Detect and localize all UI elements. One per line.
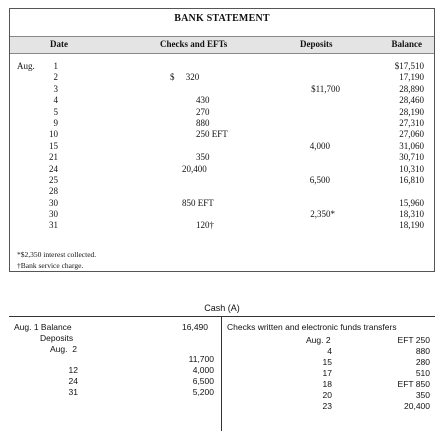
- credit-side-heading: Checks written and electronic funds transfers: [227, 322, 397, 332]
- payment-date: Aug. 2: [306, 335, 331, 345]
- deposit-amount: 11,700: [188, 354, 214, 364]
- day-cell: 15: [49, 140, 58, 151]
- day-cell: 5: [53, 106, 58, 117]
- table-row: [10, 72, 434, 83]
- table-row: [10, 164, 434, 175]
- header-deposits: Deposits: [300, 39, 333, 49]
- header-date: Date: [50, 39, 68, 49]
- deposit-amount: 6,500: [192, 376, 214, 386]
- checks-cell: 880: [196, 117, 210, 128]
- statement-title: BANK STATEMENT: [174, 13, 270, 24]
- table-row: [10, 175, 434, 186]
- balance-cell: 17,190: [399, 72, 424, 83]
- checks-cell: 20,400: [182, 163, 207, 174]
- day-cell: 28: [49, 186, 58, 197]
- table-row: [10, 107, 434, 118]
- table-row: [10, 141, 434, 152]
- balance-cell: 28,190: [399, 106, 424, 117]
- checks-cell: 120†: [196, 220, 214, 231]
- payment-amount: 20,400: [404, 401, 430, 411]
- deposit-date: 31: [68, 387, 78, 397]
- balance-cell: 10,310: [399, 163, 424, 174]
- table-row: [10, 198, 434, 209]
- day-cell: 3: [53, 83, 58, 94]
- footnote-interest: *$2,350 interest collected.: [17, 250, 97, 259]
- header-checks: Checks and EFTs: [160, 39, 228, 49]
- table-row: [10, 84, 434, 95]
- checks-cell: 850 EFT: [182, 197, 214, 208]
- deposit-date: Aug. 2: [50, 344, 77, 354]
- day-cell: 30: [49, 197, 58, 208]
- footnote-service-charge: †Bank service charge.: [17, 261, 84, 270]
- payment-amount: 350: [415, 390, 430, 400]
- table-row: [10, 152, 434, 163]
- balance-cell: 31,060: [399, 140, 424, 151]
- payment-amount: EFT 250: [397, 335, 430, 345]
- payment-date: 23: [322, 401, 332, 411]
- payment-date: 15: [322, 357, 332, 367]
- table-row: [10, 220, 434, 231]
- statement-header-row: [10, 36, 434, 54]
- balance-cell: 18,190: [399, 220, 424, 231]
- deposits-cell: 6,500: [309, 174, 330, 185]
- day-cell: 1: [53, 61, 58, 71]
- balance-cell: 28,890: [399, 83, 424, 94]
- day-cell: 4: [53, 95, 58, 106]
- deposit-amount: 5,200: [192, 387, 214, 397]
- deposits-cell: 4,000: [309, 140, 330, 151]
- table-row: [10, 95, 434, 106]
- payment-date: 17: [322, 368, 332, 378]
- deposit-date: 24: [68, 376, 78, 386]
- bank-statement: [9, 8, 435, 272]
- payment-amount: EFT 850: [397, 379, 430, 389]
- payment-amount: 280: [415, 357, 430, 367]
- day-cell: 24: [49, 163, 58, 174]
- payment-date: 4: [327, 346, 332, 356]
- checks-cell: 250 EFT: [196, 129, 228, 140]
- balance-cell: 28,460: [399, 95, 424, 106]
- deposits-label: Deposits: [40, 333, 74, 343]
- table-row: [10, 118, 434, 129]
- statement-footnotes: [17, 249, 96, 271]
- day-cell: 31: [49, 220, 58, 231]
- table-row: [10, 186, 434, 197]
- checks-cell: 270: [196, 106, 210, 117]
- day-cell: 10: [49, 129, 58, 140]
- day-cell: 21: [49, 152, 58, 163]
- balance-cell: 15,960: [399, 197, 424, 208]
- opening-balance-value: 16,490: [182, 322, 208, 332]
- statement-rows: [10, 61, 434, 232]
- payment-amount: 510: [415, 368, 430, 378]
- payment-amount: 880: [415, 346, 430, 356]
- day-cell: 30: [49, 209, 58, 220]
- payment-date: 20: [322, 390, 332, 400]
- deposits-cell: 2,350*: [310, 209, 335, 220]
- opening-balance-label: Aug. 1 Balance: [14, 322, 72, 332]
- balance-cell: $17,510: [394, 61, 424, 71]
- checks-cell: 430: [196, 95, 210, 106]
- t-account-horizontal-rule: [9, 316, 435, 317]
- checks-cell: $ 320: [170, 72, 200, 83]
- table-row: [10, 129, 434, 140]
- table-row: [10, 61, 434, 72]
- table-row: [10, 209, 434, 220]
- deposit-amount: 4,000: [192, 365, 214, 375]
- balance-cell: 27,060: [399, 129, 424, 140]
- payment-date: 18: [322, 379, 332, 389]
- deposits-cell: $11,700: [311, 83, 340, 94]
- balance-cell: 16,810: [399, 174, 424, 185]
- day-cell: 9: [53, 117, 58, 128]
- day-cell: 2: [53, 72, 58, 83]
- checks-cell: 350: [196, 152, 210, 163]
- balance-cell: 30,710: [399, 152, 424, 163]
- balance-cell: 27,310: [399, 117, 424, 128]
- balance-cell: 18,310: [399, 209, 424, 220]
- month-label: Aug.: [17, 61, 35, 71]
- t-account-vertical-rule: [221, 317, 222, 431]
- deposit-date: 12: [68, 365, 78, 375]
- day-cell: 25: [49, 174, 58, 185]
- cash-account-title: Cash (A): [204, 303, 240, 313]
- header-balance: Balance: [391, 39, 422, 49]
